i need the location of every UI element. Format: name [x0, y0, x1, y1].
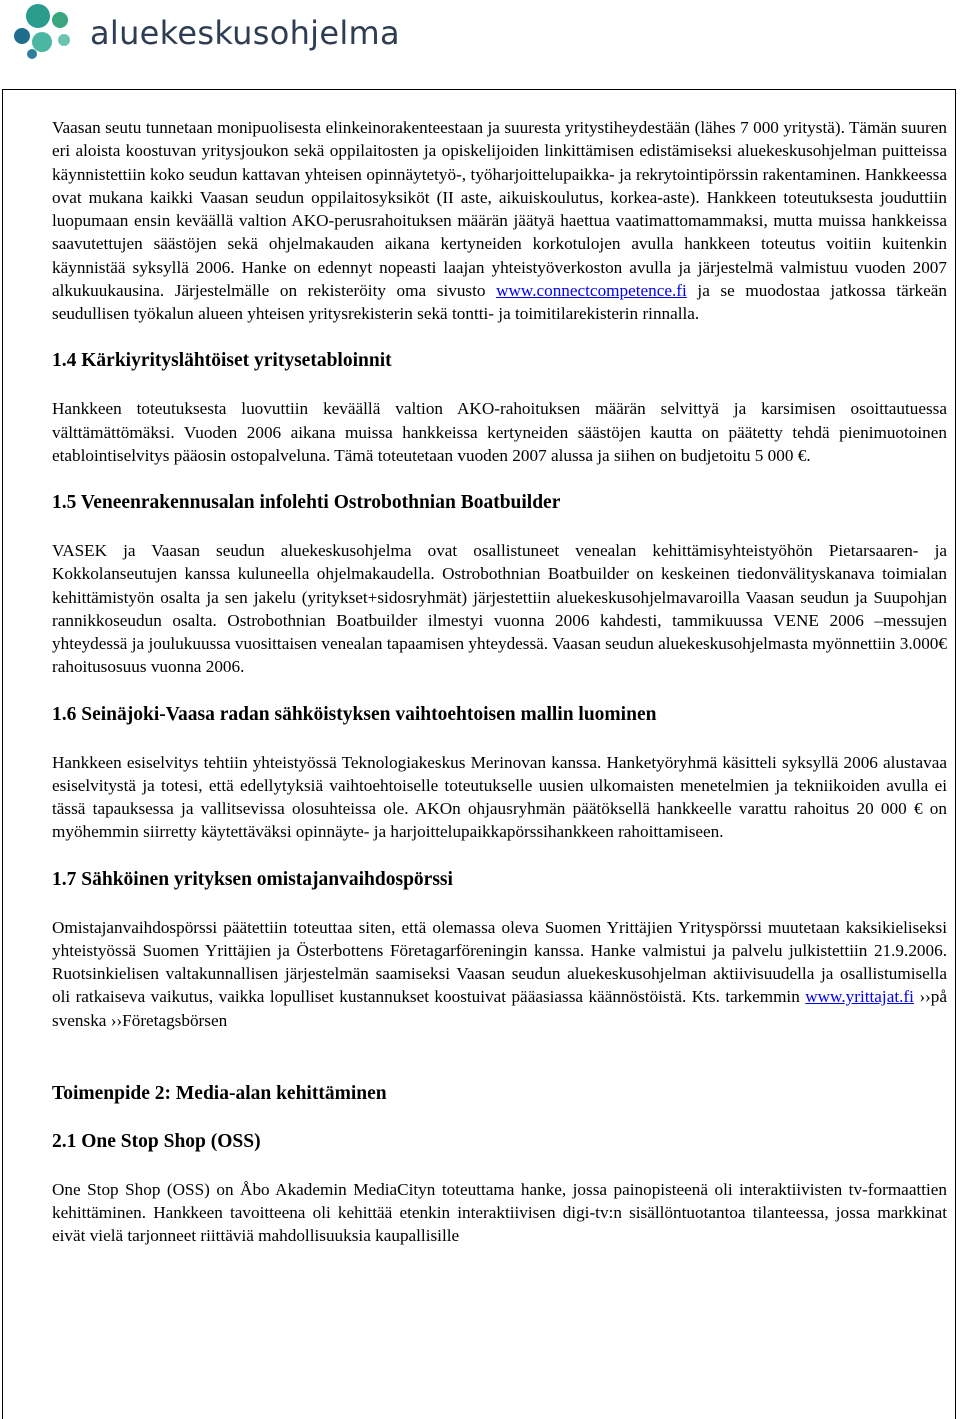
paragraph-boatbuilder: VASEK ja Vaasan seudun aluekeskusohjelma ovat osallistuneet venealan kehittämisyhteistyöhön Pietarsaaren- ja Kokkolanseutujen kanssa kuluneella ohjelmakaudella. Ostrobothnian Boatbuilder on keskeinen tiedonvälityskanava toimialan kehittämistyön osalta ja sen jakelu (yritykset+sidosryhmät) järjestettiin aluekeskusohjelmavaroilla Vaasan seudun ja Suupohjan rannikkoseudun osalta. Ostrobothnian Boatbuilder ilmestyi vuonna 2006 kahdesti, tammikuussa VENE 2006 –messujen yhteydessä ja joulukuussa vuosittaisen venealan tapaamisen yhteydessä. Vaasan seudun aluekeskusohjelmasta myönnettiin 3.000€ rahoitusosuus vuonna 2006.	[52, 541, 947, 677]
logo-dot	[32, 32, 52, 52]
paragraph-text: ja se muodostaa jatkossa tärkeän seudullisen työkalun alueen yhteisen yritysrekisterin sekä tontti- ja toimitilarekisterin rinnalla.	[52, 280, 947, 323]
heading-1-5: 1.5 Veneenrakennusalan infolehti Ostrobothnian Boatbuilder	[52, 492, 561, 513]
paragraph-etabloinnit: Hankkeen toteutuksesta luovuttiin keväällä valtion AKO-rahoituksen määrän selvittyä ja karsimisen osoittautuessa välttämättömäksi. Vuoden 2006 aikana muissa hankkeissa kertyneiden säästöjen kautta on päätetty tehdä pienimuotoinen etablointiselvitys pääosin ostopalveluna. Tämä toteutetaan vuoden 2007 alussa ja siihen on budjetoitu 5 000 €.	[52, 399, 947, 465]
document-body	[52, 116, 947, 1248]
logo-dot	[52, 12, 68, 28]
paragraph-text: Omistajanvaihdospörssi päätettiin toteuttaa siten, että olemassa oleva Suomen Yrittäjien Yrityspörssi muutetaan kaksikieliseksi yhteistyössä Suomen Yrittäjien ja Österbottens Företagarföreningin kanssa. Hanke valmistui ja palvelu julkistettiin 21.9.2006. Ruotsinkielisen valtakunnallisen järjestelmän saamiseksi Vaasan seudun aluekeskusohjelman aktiivisuudella ja osallistumisella oli ratkaiseva vaikutus, vaikka lopulliset kustannukset koostuivat pääasiassa käännöstöistä. Kts. tarkemmin	[52, 917, 947, 1007]
paragraph-omistajanvaihdos	[52, 916, 947, 1032]
logo-dot	[27, 49, 37, 59]
paragraph-oss: One Stop Shop (OSS) on Åbo Akademin MediaCityn toteuttama hanke, jossa painopisteenä oli interaktiivisten tv-formaattien kehittäminen. Hankkeen tavoitteena oli kehittää etenkin interaktiivisen digi-tv:n sisällöntuotantoa tilanteessa, jossa markkinat eivät vielä tarjonneet riittäviä mahdollisuuksia kaupallisille	[52, 1179, 947, 1246]
yrittajat-link[interactable]: www.yrittajat.fi	[805, 987, 914, 1007]
logo-dot	[14, 28, 30, 44]
logo-dot	[26, 4, 50, 28]
logo-dots-icon	[10, 2, 90, 62]
logo	[10, 2, 400, 62]
heading-1-7: 1.7 Sähköinen yrityksen omistajanvaihdospörssi	[52, 868, 453, 890]
connectcompetence-link[interactable]: www.connectcompetence.fi	[496, 280, 687, 300]
heading-toimenpide-2: Toimenpide 2: Media-alan kehittäminen	[52, 1082, 387, 1104]
paragraph-rekrytointiporssi	[52, 116, 947, 325]
paragraph-rata: Hankkeen esiselvitys tehtiin yhteistyössä Teknologiakeskus Merinovan kanssa. Hanketyöryhmä käsitteli syksyllä 2006 alustavaa esiselvitystä ja totesi, että edellytyksiä vaihtoehtoiselle toteutukselle uusien ulkomaisten menetelmien ja tekniikoiden avulla ei tässä tapauksessa ja vallitsevissa olosuhteissa ole. AKOn ohjausryhmän päätöksellä hankkeelle varattu rahoitus 20 000 € on myöhemmin siirretty käytettäväksi opinnäyte- ja harjoittelupaikkapörssihankkeen rahoittamiseen.	[52, 752, 947, 842]
logo-dot	[58, 34, 70, 46]
heading-1-4: 1.4 Kärkiyrityslähtöiset yritysetabloinnit	[52, 350, 392, 372]
logo-text: aluekeskusohjelma	[90, 14, 400, 52]
paragraph-text: Vaasan seutu tunnetaan monipuolisesta elinkeinorakenteestaan ja suuresta yritystiheydestään (lähes 7 000 yritystä). Tämän suuren eri aloista koostuvan yritysjoukon sekä oppilaitosten ja opiskelijoiden linkittämisen edistämiseksi aluekeskusohjelman puitteissa käynnistettiin koko seudun kattavan yhteisen opinnäytetyö-, työharjoittelupaikka- ja rekrytointipörssin rakentaminen. Hankkeessa ovat mukana kaikki Vaasan seudun oppilaitosyksiköt (II aste, aikuiskoulutus, korkea-aste). Hankkeen toteutuksesta jouduttiin luopumaan ensin keväällä valtion AKO-perusrahoituksen määrän jäätyä haettua vaatimattomammaksi, mutta muissa hankkeissa saavutettujen säästöjen sekä ohjelmakauden aikana kertyneiden korkotulojen avulla hankkeen toteutus voitiin kuitenkin käynnistää syksyllä 2006. Hanke on edennyt nopeasti laajan yhteistyöverkoston avulla ja järjestelmä valmistuu vuoden 2007 alkukuukausina. Järjestelmälle on rekisteröity oma sivusto	[52, 118, 947, 300]
paragraph-text: ››på svenska ››Företagsbörsen	[52, 987, 948, 1030]
heading-1-6: 1.6 Seinäjoki-Vaasa radan sähköistyksen vaihtoehtoisen mallin luominen	[52, 703, 657, 725]
heading-2-1: 2.1 One Stop Shop (OSS)	[52, 1130, 261, 1152]
